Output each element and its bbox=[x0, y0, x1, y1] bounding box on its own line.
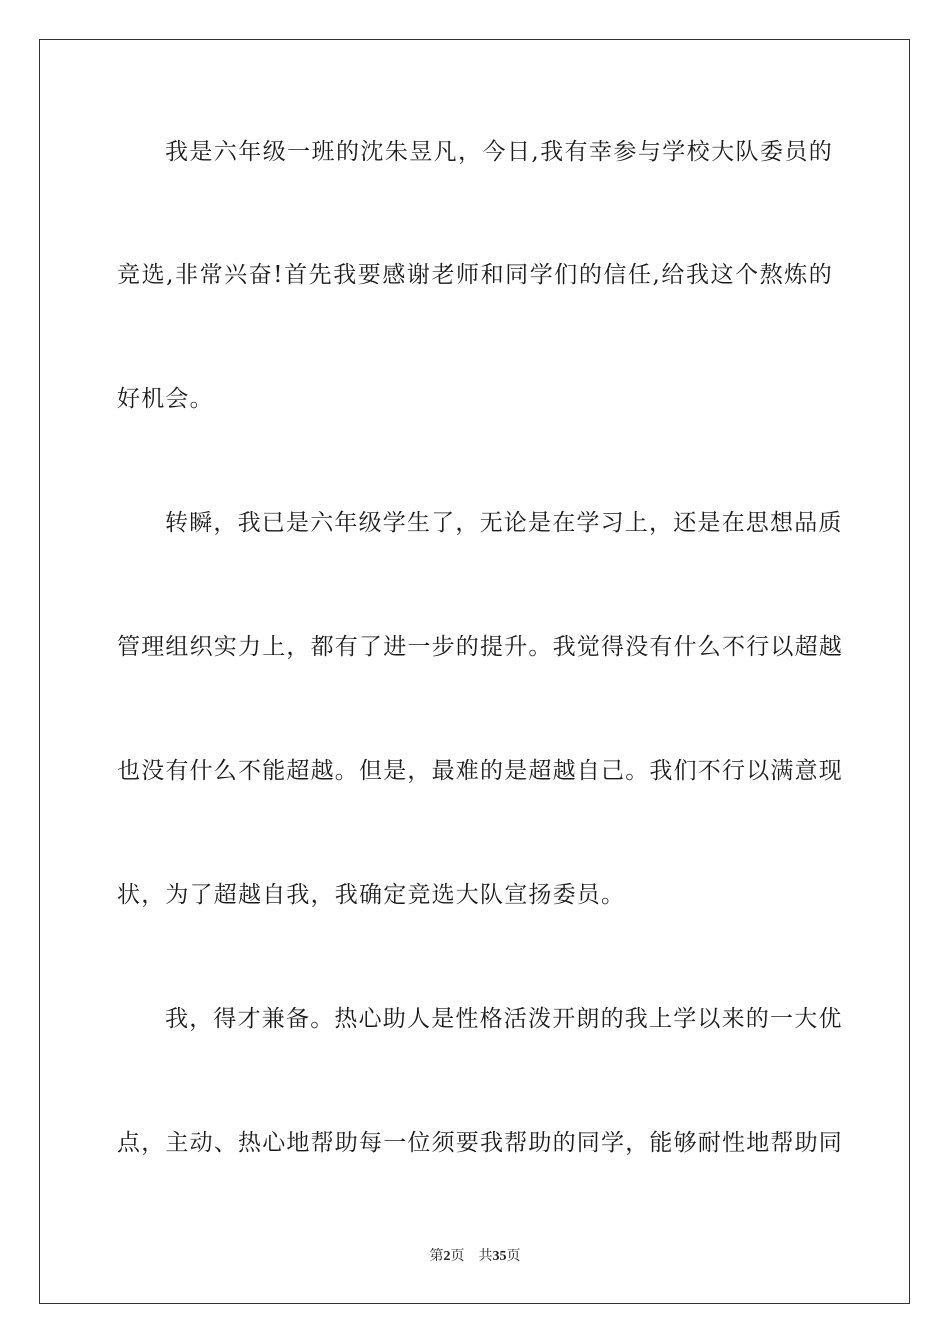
paragraph-2-line-1: 转瞬，我已是六年级学生了，无论是在学习上，还是在思想品质 bbox=[165, 510, 843, 536]
total-pages: 35 bbox=[492, 1249, 507, 1264]
paragraph-2-line-2: 管理组织实力上，都有了进一步的提升。我觉得没有什么不行以超越 bbox=[117, 634, 843, 660]
total-prefix: 共 bbox=[478, 1248, 493, 1264]
paragraph-3-line-1: 我，得才兼备。热心助人是性格活泼开朗的我上学以来的一大优 bbox=[165, 1006, 843, 1032]
paragraph-1-line-3: 好机会。 bbox=[117, 386, 214, 412]
page-suffix: 页 bbox=[450, 1248, 465, 1264]
paragraph-1-line-1: 我是六年级一班的沈朱昱凡，今日,我有幸参与学校大队委员的 bbox=[165, 139, 833, 165]
page-prefix: 第 bbox=[429, 1248, 444, 1264]
paragraph-3-line-2: 点，主动、热心地帮助每一位须要我帮助的同学，能够耐性地帮助同 bbox=[117, 1130, 843, 1156]
paragraph-2-line-3: 也没有什么不能超越。但是，最难的是超越自己。我们不行以满意现 bbox=[117, 758, 843, 784]
total-suffix: 页 bbox=[506, 1248, 521, 1264]
page-footer bbox=[0, 1247, 950, 1266]
paragraph-1-line-2: 竞选,非常兴奋!首先我要感谢老师和同学们的信任,给我这个熬炼的 bbox=[117, 262, 833, 288]
paragraph-2-line-4: 状，为了超越自我，我确定竞选大队宣扬委员。 bbox=[117, 882, 626, 908]
page-border bbox=[39, 39, 910, 1304]
page-number: 2 bbox=[443, 1249, 451, 1264]
